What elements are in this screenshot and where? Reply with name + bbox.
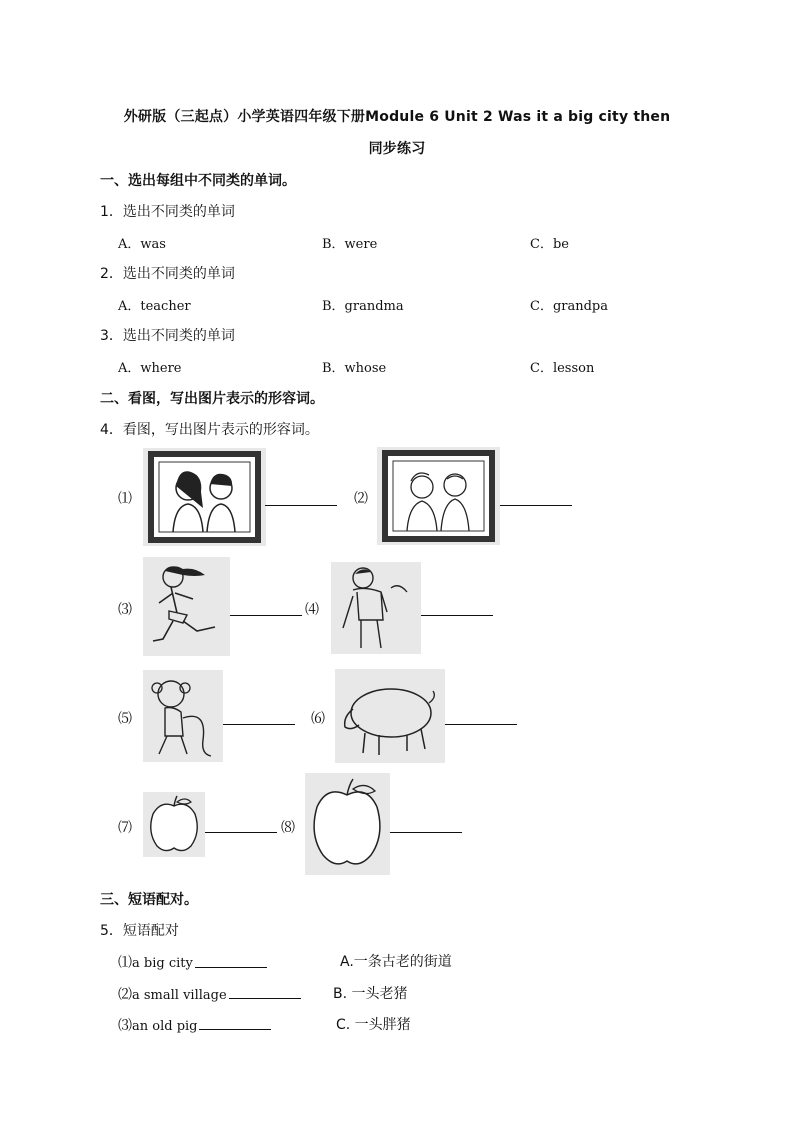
item-3-answer-blank[interactable] [230,615,302,616]
match-option-a: A.一条古老的街道 [340,954,452,970]
old-man-picture [331,562,421,654]
question-3-option-b[interactable]: B．whose [322,361,387,376]
match-row-3-phrase [118,1015,198,1035]
match-row-2-blank[interactable] [229,998,301,999]
question-1-stem: 1．选出不同类的单词 [100,204,235,220]
question-1-option-c[interactable]: C．be [530,237,569,252]
question-2-stem: 2．选出不同类的单词 [100,266,235,282]
item-7-answer-blank[interactable] [205,832,277,833]
item-8-label: ⑻ [281,820,295,836]
match-row-1-phrase [118,952,193,972]
item-5-label: ⑸ [118,711,132,727]
running-girl-picture [143,557,230,656]
item-5-answer-blank[interactable] [223,724,295,725]
match-row-3-number: ⑶ [118,1018,132,1034]
item-6-answer-blank[interactable] [445,724,517,725]
question-5-stem: 5．短语配对 [100,923,179,939]
section2-heading: 二、看图，写出图片表示的形容词。 [100,391,324,407]
section1-heading: 一、选出每组中不同类的单词。 [100,173,296,189]
item-8-answer-blank[interactable] [390,832,462,833]
item-4-label: ⑷ [305,602,319,618]
item-3-label: ⑶ [118,602,132,618]
young-couple-picture [143,448,266,546]
question-2-option-c[interactable]: C．grandpa [530,299,609,314]
match-row-2-number: ⑵ [118,987,132,1003]
question-2-option-b[interactable]: B．grandma [322,299,404,314]
match-row-2-text: a small village [132,988,227,1003]
match-row-1-blank[interactable] [195,967,267,968]
match-row-3-blank[interactable] [199,1029,271,1030]
fat-pig-picture [335,669,445,763]
small-apple-picture [143,792,205,857]
match-row-2-phrase [118,984,227,1004]
big-apple-picture [305,773,390,875]
match-row-1-text: a big city [132,956,193,971]
page-subtitle: 同步练习 [368,141,426,157]
match-row-3-text: an old pig [132,1019,198,1034]
match-option-c: C. 一头胖猪 [336,1017,411,1033]
item-6-label: ⑹ [311,711,325,727]
item-7-label: ⑺ [118,820,132,836]
question-2-option-a[interactable]: A．teacher [118,299,191,314]
match-option-b: B. 一头老猪 [333,986,408,1002]
thin-monkey-picture [143,670,223,762]
question-3-option-a[interactable]: A．where [118,361,182,376]
item-1-answer-blank[interactable] [265,505,337,506]
item-2-answer-blank[interactable] [500,505,572,506]
question-1-option-b[interactable]: B．were [322,237,378,252]
section3-heading: 三、短语配对。 [100,892,198,908]
item-4-answer-blank[interactable] [421,615,493,616]
question-4-stem: 4．看图，写出图片表示的形容词。 [100,422,319,438]
question-1-option-a[interactable]: A．was [118,237,166,252]
item-1-label: ⑴ [118,491,132,507]
question-3-stem: 3．选出不同类的单词 [100,328,235,344]
item-2-label: ⑵ [354,491,368,507]
question-3-option-c[interactable]: C．lesson [530,361,595,376]
page-title: 外研版（三起点）小学英语四年级下册Module 6 Unit 2 Was it a big city then [123,109,671,125]
old-couple-picture [377,447,500,545]
match-row-1-number: ⑴ [118,955,132,971]
